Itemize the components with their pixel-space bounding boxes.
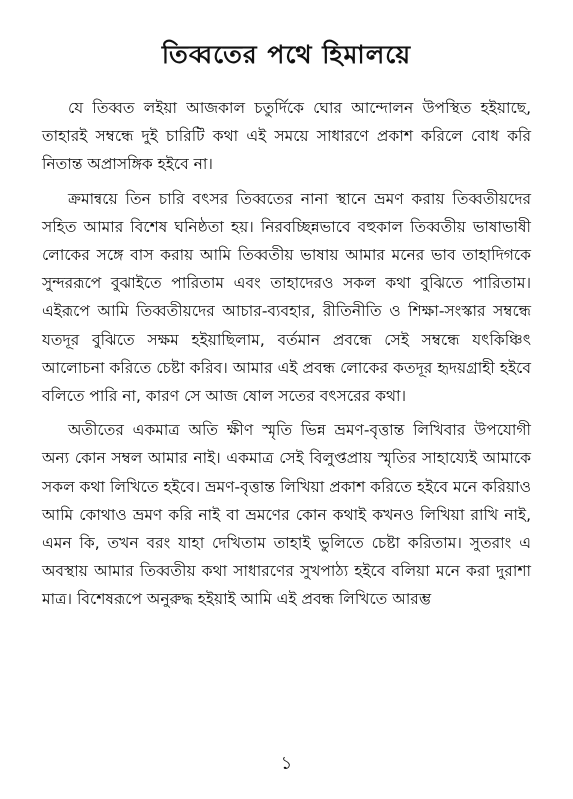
paragraph-2: ক্রমান্বয়ে তিন চারি বৎসর তিব্বতের নানা স্থানে ভ্রমণ করায় তিব্বতীয়দের সহিত আমার বিশেষ ঘনিষ্ঠতা হয়। নিরবচ্ছিন্নভাবে বহুকাল তিব্বতীয় ভাষাভাষী লোকের সঙ্গে বাস করায় আমি তিব্বতীয় ভাষায় আমার মনের ভাব তাহাদিগকে সুন্দররূপে বুঝাইতে পারিতাম এবং তাহাদেরও সকল কথা বুঝিতে পারিতাম। এইরূপে আমি তিব্বতীয়দের আচার-ব্যবহার, রীতিনীতি ও শিক্ষা-সংস্কার সম্বন্ধে যতদূর বুঝিতে সক্ষম হইয়াছিলাম, বর্তমান প্রবন্ধে সেই সম্বন্ধে যৎকিঞ্চিৎ আলোচনা করিতে চেষ্টা করিব। আমার এই প্রবন্ধ লোকের কতদূর হৃদয়গ্রাহী হইবে বলিতে পারি না, কারণ সে আজ ষোল সতের বৎসরের কথা।	[42, 189, 531, 406]
page-number: ১	[280, 753, 293, 774]
paragraph-3: অতীতের একমাত্র অতি ক্ষীণ স্মৃতি ভিন্ন ভ্রমণ-বৃত্তান্ত লিখিবার উপযোগী অন্য কোন সম্বল আমার নাই। একমাত্র সেই বিলুপ্তপ্রায় স্মৃতির সাহায্যেই আমাকে সকল কথা লিখিতে হইবে। ভ্রমণ-বৃত্তান্ত লিখিয়া প্রকাশ করিতে হইবে মনে করিয়াও আমি কোথাও ভ্রমণ করি নাই বা ভ্রমণের কোন কথাই কখনও লিখিয়া রাখি নাই, এমন কি, তখন বরং যাহা দেখিতাম তাহাই ভুলিতে চেষ্টা করিতাম। সুতরাং এ অবস্থায় আমার তিব্বতীয় কথা সাধারণের সুখপাঠ্য হইবে বলিয়া মনে করা দুরাশা মাত্র। বিশেষরূপে অনুরুদ্ধ হইয়াই আমি এই প্রবন্ধ লিখিতে আরম্ভ	[42, 421, 531, 609]
paragraph-1: যে তিব্বত লইয়া আজকাল চতুর্দিকে ঘোর আন্দোলন উপস্থিত হইয়াছে, তাহারই সম্বন্ধে দুই চারিটি কথা এই সময়ে সাধারণে প্রকাশ করিলে বোধ করি নিতান্ত অপ্রাসঙ্গিক হইবে না।	[42, 99, 531, 174]
chapter-title: তিব্বতের পথে হিমালয়ে	[161, 40, 412, 69]
